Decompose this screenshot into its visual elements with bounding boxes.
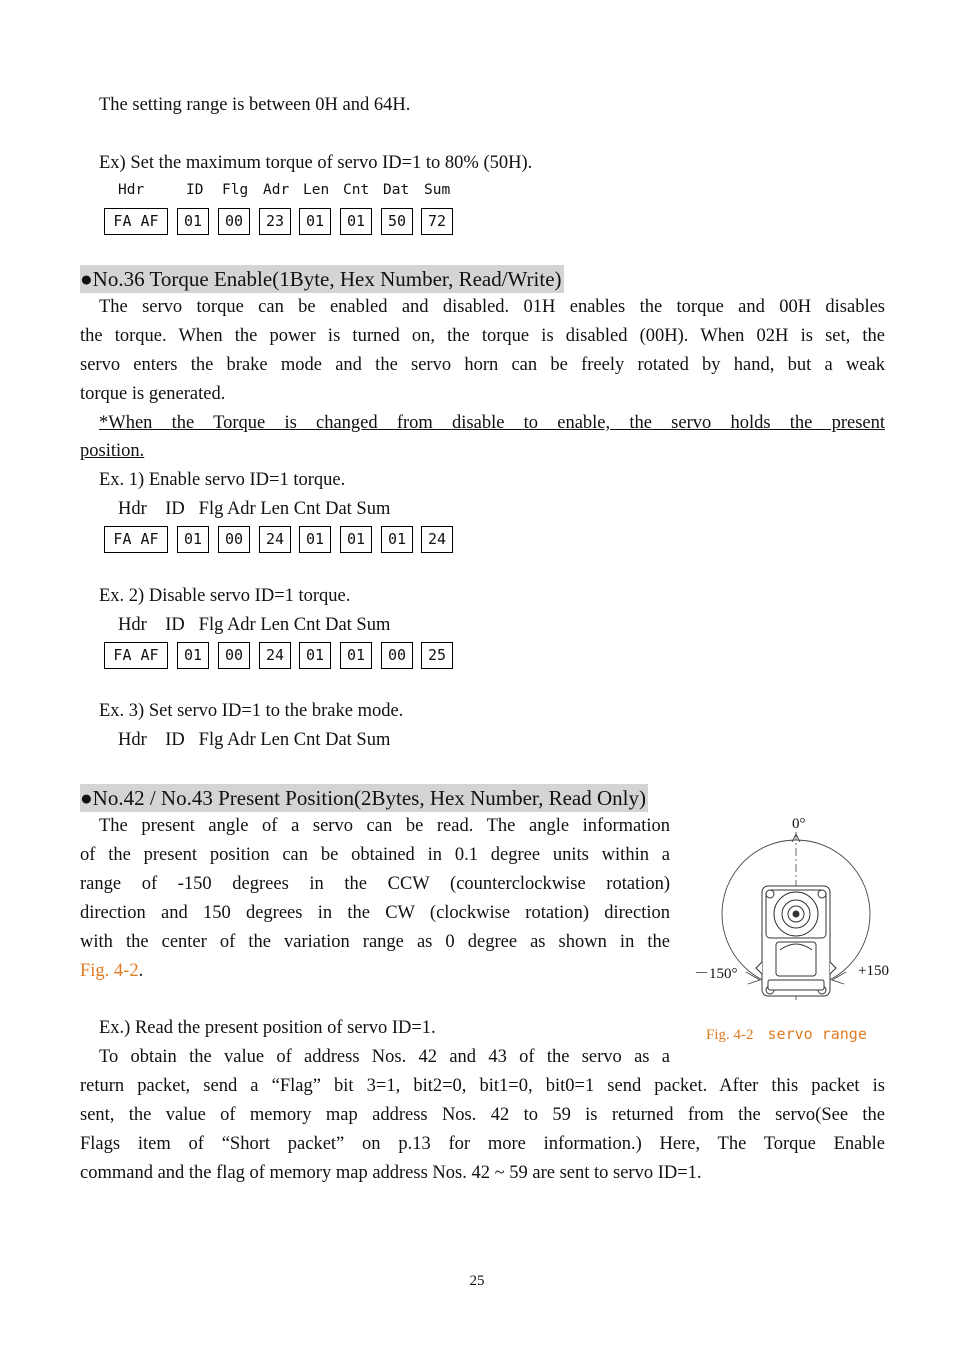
header-id: ID	[186, 182, 204, 198]
packet-cell: 01	[299, 642, 331, 669]
packet-cell: 25	[421, 642, 453, 669]
section-36-line: the torque. When the power is turned on, the torque is disabled (00H). When 02H is set, the	[80, 326, 885, 346]
figure-caption-number: Fig. 4-2	[706, 1027, 754, 1043]
packet-cell: 01	[340, 208, 372, 235]
packet-cell: 24	[259, 526, 291, 553]
packet-cell: 01	[177, 526, 209, 553]
packet-cell: 23	[259, 208, 291, 235]
label-zero-degrees: 0°	[792, 816, 806, 832]
figure-caption	[706, 1025, 867, 1044]
packet-cell: 01	[299, 208, 331, 235]
figure-reference-link[interactable]: Fig. 4-2	[80, 961, 139, 981]
page-number: 25	[469, 1273, 485, 1289]
range-text: The setting range is between 0H and 64H.	[99, 95, 411, 115]
figure-reference-tail: .	[138, 961, 144, 981]
section-36-line: servo enters the brake mode and the servo horn can be freely rotated by hand, but a weak	[80, 355, 885, 375]
section-36-line: torque is generated.	[80, 384, 226, 404]
section-42-line: return packet, send a “Flag” bit 3=1, bit2=0, bit1=0, bit0=1 send packet. After this packet is	[80, 1076, 885, 1096]
section-36-line: The servo torque can be enabled and disabled. 01H enables the torque and 00H disables	[99, 297, 885, 317]
header-len: Len	[303, 182, 330, 198]
section-36-heading: ●No.36 Torque Enable(1Byte, Hex Number, Read/Write)	[80, 267, 562, 291]
packet-cell: 00	[218, 526, 250, 553]
packet-cell: FA AF	[104, 208, 168, 235]
packet-cell: 01	[177, 208, 209, 235]
header-adr: Adr	[263, 182, 290, 198]
torque-note-line: position.	[80, 441, 145, 461]
header-cnt: Cnt	[343, 182, 370, 198]
example-text: Ex) Set the maximum torque of servo ID=1 to 80% (50H).	[99, 153, 533, 173]
section-42-line: direction and 150 degrees in the CW (clockwise rotation) direction	[80, 903, 670, 923]
packet-cell: 00	[218, 642, 250, 669]
servo-range-figure	[690, 812, 905, 1052]
servo-body	[756, 886, 836, 996]
packet-cell: 24	[259, 642, 291, 669]
example-1-headers: Hdr ID Flg Adr Len Cnt Dat Sum	[118, 499, 391, 519]
packet-cell: 01	[340, 526, 372, 553]
label-plus-150: +150	[858, 963, 889, 979]
packet-cell: 01	[381, 526, 413, 553]
label-minus-150: －150°	[694, 966, 738, 982]
section-42-line: range of -150 degrees in the CCW (counterclockwise rotation)	[80, 874, 670, 894]
packet-cell: 24	[421, 526, 453, 553]
section-42-heading: ●No.42 / No.43 Present Position(2Bytes, Hex Number, Read Only)	[80, 786, 646, 810]
figure-caption-text: servo range	[767, 1025, 867, 1043]
packet-cell: 00	[218, 208, 250, 235]
example-3-headers: Hdr ID Flg Adr Len Cnt Dat Sum	[118, 730, 391, 750]
packet-cell: 50	[381, 208, 413, 235]
packet-cell: 01	[299, 526, 331, 553]
header-flg: Flg	[222, 182, 249, 198]
section-42-line: of the present position can be obtained in 0.1 degree units within a	[80, 845, 670, 865]
header-sum: Sum	[424, 182, 451, 198]
packet-cell: 01	[340, 642, 372, 669]
section-42-line: The present angle of a servo can be read. The angle information	[99, 816, 670, 836]
read-example-title: Ex.) Read the present position of servo ID=1.	[99, 1018, 436, 1038]
example-3-title: Ex. 3) Set servo ID=1 to the brake mode.	[99, 701, 404, 721]
section-42-line: sent, the value of memory map address Nos. 42 to 59 is returned from the servo(See the	[80, 1105, 885, 1125]
section-42-line: To obtain the value of address Nos. 42 and 43 of the servo as a	[99, 1047, 670, 1067]
figure-reference-line	[80, 957, 143, 986]
packet-cell: 72	[421, 208, 453, 235]
packet-cell: 01	[177, 642, 209, 669]
section-42-line: with the center of the variation range as 0 degree as shown in the	[80, 932, 670, 952]
section-42-line: Flags item of “Short packet” on p.13 for more information.) Here, The Torque Enable	[80, 1134, 885, 1154]
header-hdr: Hdr	[118, 182, 145, 198]
example-1-title: Ex. 1) Enable servo ID=1 torque.	[99, 470, 346, 490]
example-2-title: Ex. 2) Disable servo ID=1 torque.	[99, 586, 351, 606]
header-dat: Dat	[383, 182, 410, 198]
packet-cell: FA AF	[104, 642, 168, 669]
section-42-line: command and the flag of memory map address Nos. 42 ~ 59 are sent to servo ID=1.	[80, 1163, 702, 1183]
packet-cell: 00	[381, 642, 413, 669]
packet-cell: FA AF	[104, 526, 168, 553]
torque-note-line: *When the Torque is changed from disable to enable, the servo holds the present	[99, 413, 885, 433]
example-2-headers: Hdr ID Flg Adr Len Cnt Dat Sum	[118, 615, 391, 635]
